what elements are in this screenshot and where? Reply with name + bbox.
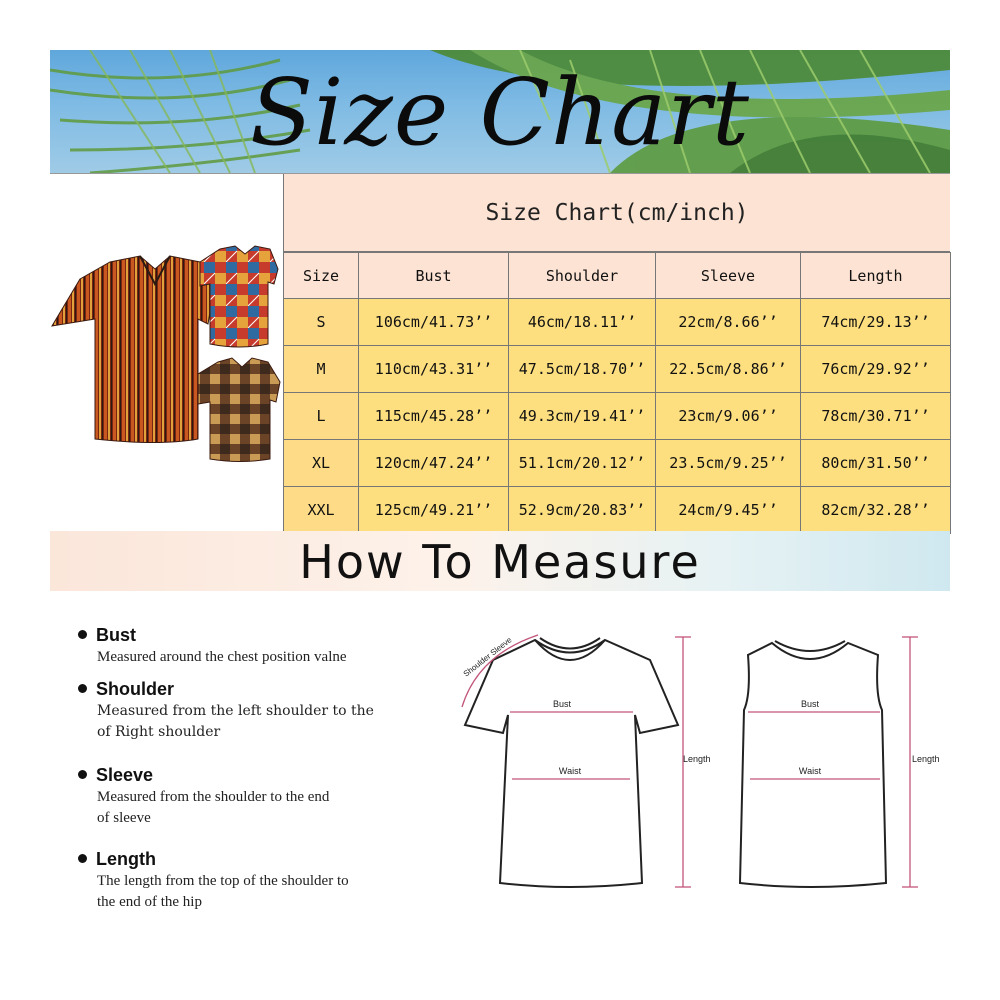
table-row <box>284 440 951 487</box>
instruction-bust <box>78 625 347 668</box>
bullet-icon <box>78 854 87 863</box>
cell-length: 76cm/29.92’’ <box>801 346 951 393</box>
waist-label: Waist <box>558 766 582 776</box>
size-chart-section <box>50 173 950 532</box>
instruction-text: of sleeve <box>97 810 151 826</box>
how-to-measure-band <box>50 531 950 591</box>
table-row <box>284 346 951 393</box>
cell-shoulder: 46cm/18.11’’ <box>509 299 656 346</box>
cell-shoulder: 47.5cm/18.70’’ <box>509 346 656 393</box>
table-header-row <box>284 253 951 299</box>
cell-size: L <box>284 393 359 440</box>
cell-shoulder: 51.1cm/20.12’’ <box>509 440 656 487</box>
measurement-diagram <box>450 625 950 905</box>
instruction-heading: Bust <box>96 625 136 645</box>
cell-sleeve: 24cm/9.45’’ <box>656 487 801 534</box>
header-shoulder: Shoulder <box>509 253 656 299</box>
instruction-text: Measured from the shoulder to the end <box>97 789 330 805</box>
cell-size: S <box>284 299 359 346</box>
cell-bust: 106cm/41.73’’ <box>359 299 509 346</box>
bust-label: Bust <box>552 699 572 709</box>
product-photo <box>50 174 282 531</box>
header-sleeve: Sleeve <box>656 253 801 299</box>
instruction-text: Measured around the chest position valne <box>97 649 347 665</box>
tshirt-outline <box>465 638 678 887</box>
cell-length: 78cm/30.71’’ <box>801 393 951 440</box>
size-table <box>283 252 951 534</box>
cell-sleeve: 22.5cm/8.86’’ <box>656 346 801 393</box>
waist-label: Waist <box>798 766 822 776</box>
cell-bust: 110cm/43.31’’ <box>359 346 509 393</box>
cell-bust: 120cm/47.24’’ <box>359 440 509 487</box>
header-length: Length <box>801 253 951 299</box>
size-chart-banner <box>50 50 950 173</box>
cell-size: M <box>284 346 359 393</box>
cell-length: 80cm/31.50’’ <box>801 440 951 487</box>
bust-label: Bust <box>800 699 820 709</box>
cell-sleeve: 23cm/9.06’’ <box>656 393 801 440</box>
cell-shoulder: 49.3cm/19.41’’ <box>509 393 656 440</box>
cell-sleeve: 23.5cm/9.25’’ <box>656 440 801 487</box>
table-title: Size Chart(cm/inch) <box>283 174 950 252</box>
cell-size: XL <box>284 440 359 487</box>
length-label: Length <box>683 754 711 764</box>
instruction-text: of Right shoulder <box>97 724 221 740</box>
instruction-text: The length from the top of the shoulder to <box>97 873 349 889</box>
table-row <box>284 487 951 534</box>
bullet-icon <box>78 684 87 693</box>
table-row <box>284 393 951 440</box>
instruction-shoulder <box>78 679 374 743</box>
size-table-wrapper <box>283 174 950 531</box>
cell-shoulder: 52.9cm/20.83’’ <box>509 487 656 534</box>
bullet-icon <box>78 770 87 779</box>
tank-outline <box>740 641 886 887</box>
instruction-length <box>78 849 349 913</box>
header-bust: Bust <box>359 253 509 299</box>
instruction-heading: Sleeve <box>96 765 154 785</box>
instruction-heading: Shoulder <box>96 679 175 699</box>
cell-length: 74cm/29.13’’ <box>801 299 951 346</box>
cell-bust: 125cm/49.21’’ <box>359 487 509 534</box>
table-row <box>284 299 951 346</box>
instruction-text: the end of the hip <box>97 894 202 910</box>
bullet-icon <box>78 630 87 639</box>
shoulder-sleeve-label: Shoulder Sleeve <box>461 635 514 679</box>
instruction-sleeve <box>78 765 329 829</box>
banner-title: Size Chart <box>249 59 751 166</box>
how-to-measure-title: How To Measure <box>299 535 701 589</box>
cell-size: XXL <box>284 487 359 534</box>
cell-sleeve: 22cm/8.66’’ <box>656 299 801 346</box>
cell-length: 82cm/32.28’’ <box>801 487 951 534</box>
header-size: Size <box>284 253 359 299</box>
length-label: Length <box>912 754 940 764</box>
instruction-text: Measured from the left shoulder to the <box>97 703 374 719</box>
cell-bust: 115cm/45.28’’ <box>359 393 509 440</box>
instruction-heading: Length <box>96 849 156 869</box>
